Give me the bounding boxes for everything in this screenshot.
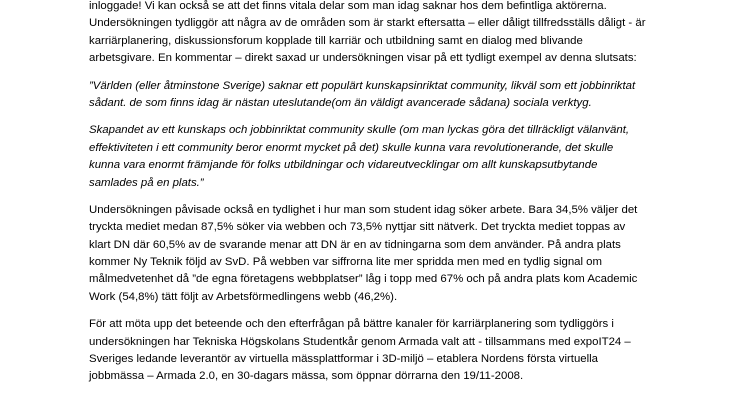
quote-paragraph-2 xyxy=(89,122,729,192)
text-line: inloggade! Vi kan också se att det finns vitala delar som man idag saknar hos dem befintliga aktörerna. xyxy=(89,0,607,12)
document-page xyxy=(89,0,729,386)
text-line: Sveriges ledande leverantör av virtuella mässplattformar i 3D-miljö – etablera Nordens första virtuella xyxy=(89,353,599,366)
text-line: undersökningen har Tekniska Högskolans Studentkår genom Armada valt att - tillsammans med expoIT24 – xyxy=(89,335,631,348)
paragraph-job-search-stats xyxy=(89,202,729,306)
text-line: För att möta upp det beteende och den efterfrågan på bättre kanaler för karriärplanering som tydliggörs i xyxy=(89,318,614,331)
paragraph-survey-intro xyxy=(89,0,729,68)
text-line: målmedvetenhet då ”de egna företagens webbplatser” låg i topp med 67% och på andra plats kom Academic xyxy=(89,273,638,286)
paragraph-gap xyxy=(89,112,729,122)
text-line: tryckta mediet medan 87,5% söker via webben och 73,5% nyttjar sitt nätverk. Det tryckta mediet toppas av xyxy=(89,221,626,234)
quote-line: Skapandet av ett kunskaps och jobbinriktat community skulle (om man lyckas göra det tillräckligt välanvänt, xyxy=(89,124,630,137)
quote-line: samlades på en plats.” xyxy=(89,176,204,189)
text-line: Work (54,8%) tätt följt av Arbetsförmedlingens webb (46,2%). xyxy=(89,290,398,303)
text-line: Undersökningen påvisade också en tydlighet i hur man som student idag söker arbete. Bara 34,5% väljer det xyxy=(89,203,638,216)
quote-line: effektiviteten i ett community beror enormt mycket på det) skulle kunna vara revolutionerande, det skulle xyxy=(89,141,614,154)
text-line: arbetsgivare. En kommentar – direkt saxad ur undersökningen visar på ett tydligt exempel av denna slutsats: xyxy=(89,52,637,65)
text-line: klart DN där 60,5% av de svarande menar att DN är en av tidningarna som dem använder. På andra plats xyxy=(89,238,621,251)
quote-line: ”Världen (eller åtminstone Sverige) saknar ett populärt kunskapsinriktat community, likväl som ett jobbinriktat xyxy=(89,79,636,92)
quote-line: kunna vara enormt främjande för folks utbildningar och vidareutvecklingar om allt kunskapsutbytande xyxy=(89,159,598,172)
text-line: kommer Ny Teknik följd av SvD. På webben var siffrorna lite mer spridda men med en tydlig signal om xyxy=(89,256,603,269)
paragraph-gap xyxy=(89,192,729,202)
text-line: jobbmässa – Armada 2.0, en 30-dagars mässa, som öppnar dörrarna den 19/11-2008. xyxy=(89,370,524,383)
paragraph-gap xyxy=(89,306,729,316)
quote-line: sådant. de som finns idag är nästan uteslutande(om än väldigt avancerade sådana) sociala verktyg. xyxy=(89,96,592,109)
paragraph-armada-virtual-fair xyxy=(89,316,729,386)
quote-paragraph-1 xyxy=(89,78,729,113)
text-line: Undersökningen tydliggör att några av de områden som är starkt eftersatta – eller dåligt tillfredsställs dåligt - är xyxy=(89,17,646,30)
text-line: karriärplanering, diskussionsforum kopplade till karriär och utbildning samt en dialog med blivande xyxy=(89,34,583,47)
paragraph-gap xyxy=(89,68,729,78)
